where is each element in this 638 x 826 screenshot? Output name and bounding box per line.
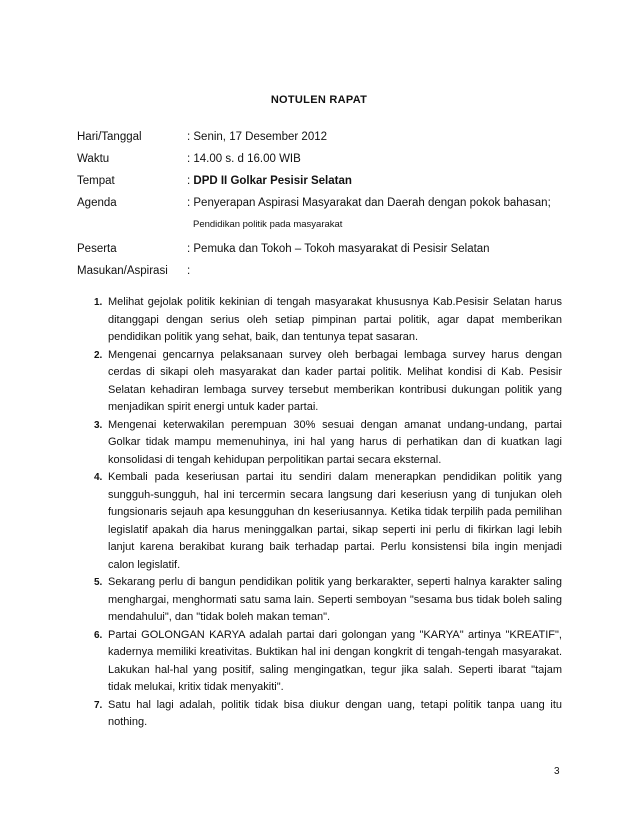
field-value-place: DPD II Golkar Pesisir Selatan: [193, 175, 352, 187]
item-text: Kembali pada keseriusan partai itu sendiri dalam menerapkan pendidikan politik yang sungguh-sungguh, hal ini tercermin secara langsung dari keseriusn yang di tunjukan oleh fungsionaris sejauh apa kesungguhan dn keseriusannya. Ketika tidak terpilih pada pemilihan legislatif apakah dia harus meninggalkan partai, sikap seperti ini perlu di fikirkan lagi lebih lanjut karena berakibat kurang baik terhadap partai. Perlu konsistensi bila ingin menjadi calon legislatif.: [108, 471, 562, 571]
item-number: 5.: [94, 577, 103, 588]
field-value: : Senin, 17 Desember 2012: [187, 131, 328, 143]
item-text: Mengenai keterwakilan perempuan 30% sesuai dengan amanat undang-undang, partai Golkar tidak mampu memenuhinya, ini hal yang harus di perhatikan dan di kuatkan lagi konsolidasi di tengah kehidupan perpolitikan partai secara eksternal.: [108, 418, 562, 466]
item-text: Sekarang perlu di bangun pendidikan politik yang berkarakter, seperti halnya karakter saling menghargai, menghormati satu sama lain. Seperti semboyan "sesama bus tidak boleh saling mendahului", dan "tidak boleh makan teman".: [108, 576, 562, 623]
field-agenda-topic: [77, 219, 577, 243]
list-item: [77, 697, 562, 732]
field-label: Waktu: [77, 153, 110, 165]
field-value: : Pemuka dan Tokoh – Tokoh masyarakat di Pesisir Selatan: [187, 243, 490, 255]
item-number: 4.: [94, 472, 103, 483]
list-item: [77, 417, 562, 470]
field-label: Agenda: [77, 197, 117, 209]
meeting-details: [77, 131, 577, 287]
item-text: Satu hal lagi adalah, politik tidak bisa diukur dengan uang, tetapi politik tanpa uang itu nothing.: [108, 698, 562, 728]
field-agenda: [77, 197, 577, 219]
field-value: : Penyerapan Aspirasi Masyarakat dan Daerah dengan pokok bahasan;: [187, 197, 551, 209]
aspiration-list: [77, 294, 562, 732]
list-item: [77, 347, 562, 417]
field-date: [77, 131, 577, 153]
document-title: NOTULEN RAPAT: [270, 94, 368, 106]
field-value: : 14.00 s. d 16.00 WIB: [187, 153, 301, 165]
list-item: [77, 469, 562, 574]
item-number: 2.: [94, 349, 103, 361]
field-label: Peserta: [77, 243, 117, 255]
field-label: Masukan/Aspirasi: [77, 265, 168, 277]
item-number: 1.: [94, 297, 103, 308]
item-number: 7.: [94, 699, 103, 711]
list-item: [77, 294, 562, 347]
field-time: [77, 153, 577, 175]
list-item: [77, 574, 562, 627]
field-input: [77, 265, 577, 287]
item-number: 6.: [94, 629, 103, 641]
field-value: :: [187, 265, 191, 277]
item-number: 3.: [94, 419, 103, 431]
field-label: Hari/Tanggal: [77, 131, 142, 143]
field-value: Pendidikan politik pada masyarakat: [193, 219, 343, 230]
field-place: [77, 175, 577, 197]
field-participants: [77, 243, 577, 265]
page-number: 3: [554, 766, 560, 777]
item-text: Mengenai gencarnya pelaksanaan survey oleh berbagai lembaga survey harus dengan cerdas di sikapi oleh masyarakat dan kader partai politik. Melihat kondisi di Kab. Pesisir Selatan kehadiran lembaga survey tersebut memberikan kontribusi dukungan politik yang menjadikan spirit energi untuk kader partai.: [108, 348, 562, 413]
field-label: Tempat: [77, 175, 115, 187]
field-value: [187, 175, 577, 187]
item-text: Partai GOLONGAN KARYA adalah partai dari golongan yang "KARYA" artinya "KREATIF", kadernya memiliki kreativitas. Buktikan hal ini dengan kongkrit di tengah-tengah masyarakat. Lakukan hal-hal yang positif, saling mengingatkan, tegur jika salah. Seperti ibarat "tajam tidak melukai, kritix tidak menyakiti".: [108, 628, 562, 693]
item-text: Melihat gejolak politik kekinian di tengah masyarakat khususnya Kab.Pesisir Selatan harus ditanggapi dengan serius oleh setiap pimpinan partai politik, agar dapat memberikan pendidikan politik yang sehat, baik, dan tentunya tepat sasaran.: [108, 296, 562, 343]
field-value-prefix: :: [187, 175, 194, 187]
list-item: [77, 627, 562, 697]
